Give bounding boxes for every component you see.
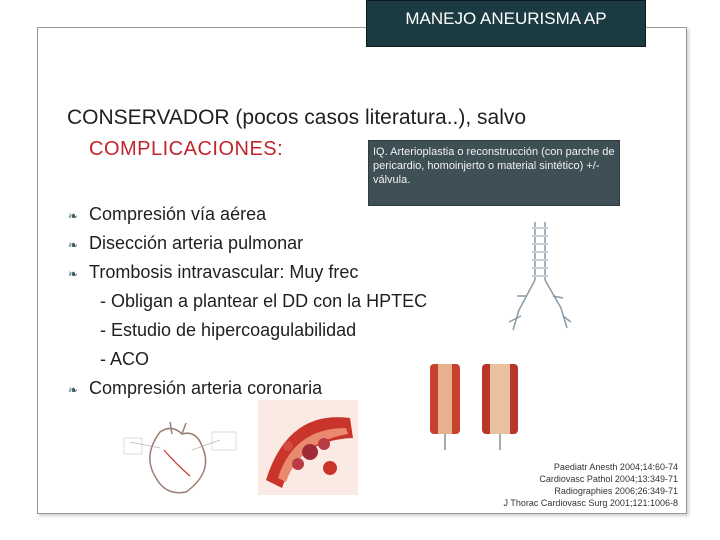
reference-line: J Thorac Cardiovasc Surg 2001;121:1006-8 [503,498,678,508]
thrombus-illustration [258,400,358,495]
list-item-text: Trombosis intravascular: Muy frec [89,262,359,282]
heading-bold: CONSERVADOR [67,106,230,129]
reference-line: Radiographies 2006;26:349-71 [554,486,678,496]
complicaciones-heading: COMPLICACIONES: [89,138,284,160]
list-item-text: - ACO [100,349,150,369]
list-item [68,374,427,403]
list-item [68,200,427,229]
list-subitem [68,345,427,374]
list-item-text: Disección arteria pulmonar [89,233,304,253]
list-subitem [68,316,427,345]
reference-line: Paediatr Anesth 2004;14:60-74 [553,462,678,472]
list-item [68,258,427,287]
reference-line: Cardiovasc Pathol 2004;13:349-71 [539,474,678,484]
bullet-icon: ❧ [68,238,79,252]
list-item-text: - Estudio de hipercoagulabilidad [100,320,357,340]
references [470,461,678,509]
trachea-illustration [505,218,575,336]
main-heading [67,106,526,130]
iq-note-box: IQ. Arterioplastia o reconstrucción (con parche de pericardio, homoinjerto o material sintético) +/- válvula. [368,140,620,206]
artery-wall-illustration [420,358,530,453]
list-subitem [68,287,427,316]
bullet-icon: ❧ [68,267,79,281]
heart-illustration [120,420,240,500]
list-item-text: Compresión arteria coronaria [89,378,323,398]
list-item [68,229,427,258]
bullet-icon: ❧ [68,209,79,223]
bullet-icon: ❧ [68,383,79,397]
list-item-text: - Obligan a plantear el DD con la HPTEC [100,291,428,311]
heading-rest: (pocos casos literatura..), salvo [229,106,527,129]
complication-list [68,200,427,403]
slide-title: MANEJO ANEURISMA AP [366,0,646,47]
list-item-text: Compresión vía aérea [89,204,267,224]
